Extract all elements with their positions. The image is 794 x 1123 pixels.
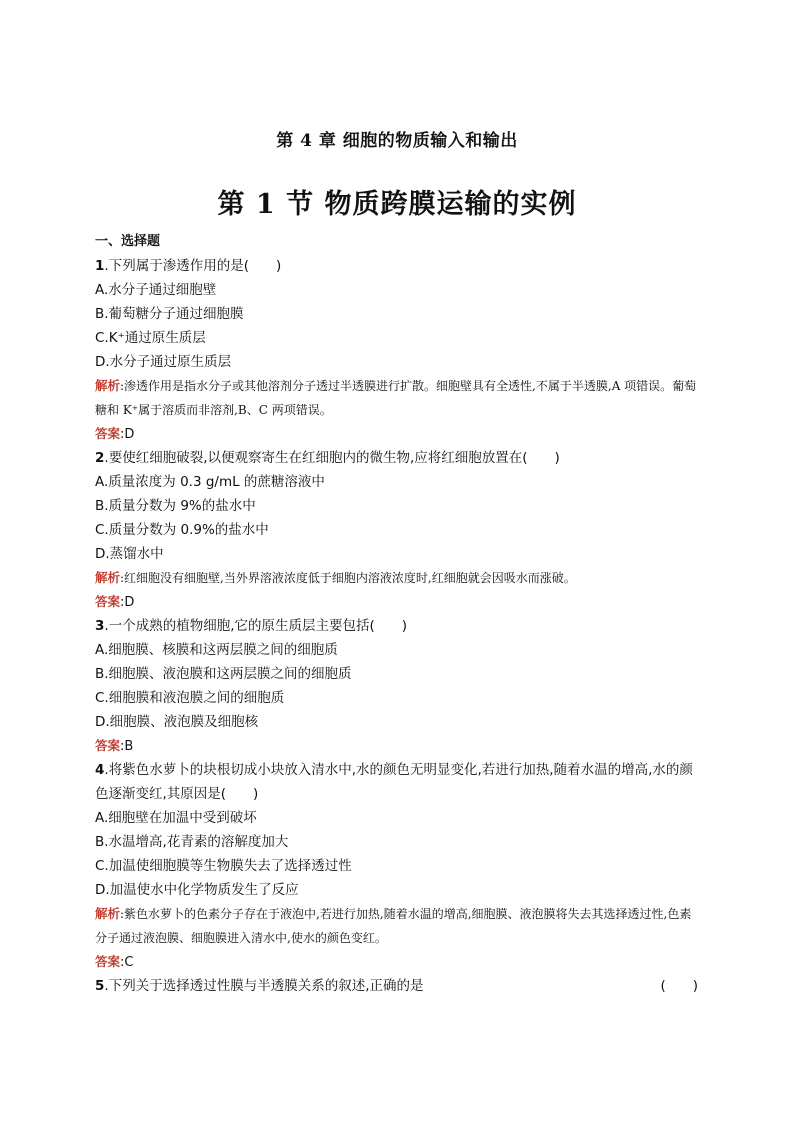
answer <box>95 590 700 614</box>
answer <box>95 422 700 446</box>
answer-value: :C <box>120 955 134 970</box>
explanation-text: :红细胞没有细胞壁,当外界溶液浓度低于细胞内溶液浓度时,红细胞就会因吸水而涨破。 <box>120 571 576 585</box>
question-number: 1 <box>95 258 105 274</box>
answer-value: :D <box>120 427 135 442</box>
question-list <box>95 230 700 998</box>
option-c: C.质量分数为 0.9%的盐水中 <box>95 522 269 538</box>
question-stem: .将紫色水萝卜的块根切成小块放入清水中,水的颜色无明显变化,若进行加热,随着水温的增高,水的颜色逐渐变红,其原因是( ) <box>95 762 693 802</box>
question-stem: .一个成熟的植物细胞,它的原生质层主要包括( ) <box>104 618 408 634</box>
section-title: 第 1 节 物质跨膜运输的实例 <box>217 189 577 220</box>
option-d: D.蒸馏水中 <box>95 546 164 562</box>
question-number: 5 <box>95 978 105 994</box>
explanation-text: :紫色水萝卜的色素分子存在于液泡中,若进行加热,随着水温的增高,细胞膜、液泡膜将失去其选择透过性,色素分子通过液泡膜、细胞膜进入清水中,使水的颜色变红。 <box>95 907 692 945</box>
explanation-text: :渗透作用是指水分子或其他溶剂分子透过半透膜进行扩散。细胞壁具有全透性,不属于半透膜,A 项错误。葡萄糖和 K⁺属于溶质而非溶剂,B、C 两项错误。 <box>95 379 697 417</box>
option-a: A.细胞壁在加温中受到破坏 <box>95 810 257 826</box>
question-4 <box>95 758 700 806</box>
option-d: D.细胞膜、液泡膜及细胞核 <box>95 714 259 730</box>
question-number: 4 <box>95 762 105 778</box>
answer-label: 答案 <box>95 594 121 609</box>
option-a: A.水分子通过细胞壁 <box>95 282 217 298</box>
answer-label: 答案 <box>95 738 121 753</box>
answer-label: 答案 <box>95 426 121 441</box>
option-c: C.细胞膜和液泡膜之间的细胞质 <box>95 690 285 706</box>
option-b: B.水温增高,花青素的溶解度加大 <box>95 834 289 850</box>
explanation-label: 解析 <box>95 570 121 585</box>
question-number: 2 <box>95 450 105 466</box>
question-5 <box>95 974 700 998</box>
option-a: A.质量浓度为 0.3 g/mL 的蔗糖溶液中 <box>95 474 325 490</box>
question-stem: .要使红细胞破裂,以便观察寄生在红细胞内的微生物,应将红细胞放置在( ) <box>104 450 560 466</box>
answer <box>95 734 700 758</box>
explanation-label: 解析 <box>95 378 121 393</box>
option-b: B.质量分数为 9%的盐水中 <box>95 498 256 514</box>
answer-value: :D <box>120 595 135 610</box>
explanation <box>95 902 700 950</box>
answer <box>95 950 700 974</box>
option-c: C.加温使细胞膜等生物膜失去了选择透过性 <box>95 858 352 874</box>
option-b: B.细胞膜、液泡膜和这两层膜之间的细胞质 <box>95 666 352 682</box>
question-3 <box>95 614 700 638</box>
answer-blank: ( ) <box>660 978 698 994</box>
explanation-label: 解析 <box>95 906 121 921</box>
option-b: B.葡萄糖分子通过细胞膜 <box>95 306 244 322</box>
option-d: D.水分子通过原生质层 <box>95 354 232 370</box>
question-stem: .下列关于选择透过性膜与半透膜关系的叙述,正确的是 <box>104 978 424 994</box>
question-1 <box>95 254 700 278</box>
explanation <box>95 566 700 590</box>
option-c: C.K⁺通过原生质层 <box>95 330 206 346</box>
question-number: 3 <box>95 618 105 634</box>
answer-value: :B <box>120 739 134 754</box>
question-stem: .下列属于渗透作用的是( ) <box>104 258 282 274</box>
part-heading: 一、选择题 <box>95 234 161 249</box>
answer-label: 答案 <box>95 954 121 969</box>
explanation <box>95 374 700 422</box>
option-a: A.细胞膜、核膜和这两层膜之间的细胞质 <box>95 642 338 658</box>
option-d: D.加温使水中化学物质发生了反应 <box>95 882 299 898</box>
chapter-title: 第 4 章 细胞的物质输入和输出 <box>276 131 518 151</box>
question-2 <box>95 446 700 470</box>
